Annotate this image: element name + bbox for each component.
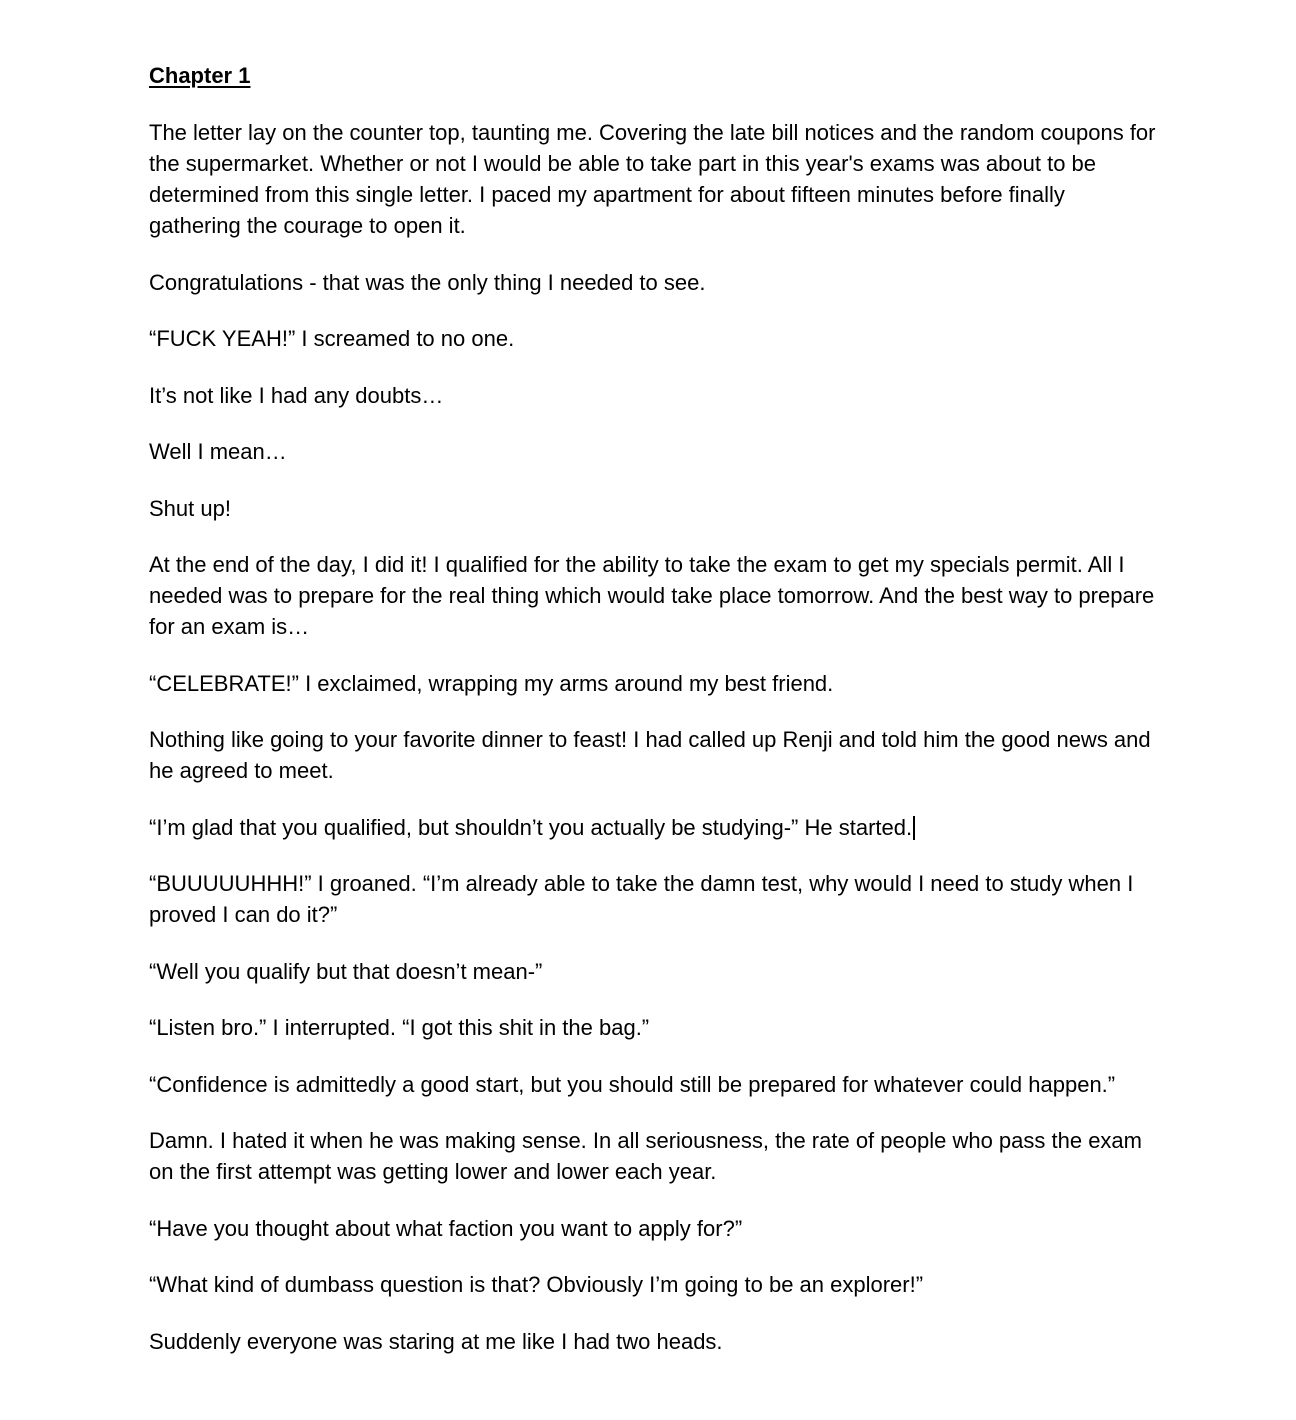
paragraph: “CELEBRATE!” I exclaimed, wrapping my arms around my best friend.	[149, 670, 834, 696]
paragraph: Damn. I hated it when he was making sense. In all seriousness, the rate of people who pass the exam on the first attempt was getting lower and lower each year.	[149, 1128, 1142, 1184]
paragraph: Suddenly everyone was staring at me like I had two heads.	[149, 1328, 723, 1354]
chapter-title: Chapter 1	[149, 63, 251, 88]
document-page	[149, 60, 1159, 1382]
paragraph: “Confidence is admittedly a good start, but you should still be prepared for whatever could happen.”	[149, 1071, 1116, 1097]
paragraph: “Well you qualify but that doesn’t mean-”	[149, 958, 543, 984]
paragraph: The letter lay on the counter top, taunting me. Covering the late bill notices and the random coupons for the supermarket. Whether or not I would be able to take part in this year's exams was about to be determined from this single letter. I paced my apartment for about fifteen minutes before finally gathering the courage to open it.	[149, 120, 1156, 238]
text-cursor	[913, 816, 915, 840]
paragraph-with-caret[interactable]	[149, 812, 1159, 843]
paragraph-text: “I’m glad that you qualified, but shouldn’t you actually be studying-” He started.	[149, 814, 913, 840]
paragraph: “Listen bro.” I interrupted. “I got this shit in the bag.”	[149, 1015, 650, 1040]
paragraph: Nothing like going to your favorite dinner to feast! I had called up Renji and told him the good news and he agreed to meet.	[149, 727, 1151, 783]
paragraph: At the end of the day, I did it! I qualified for the ability to take the exam to get my specials permit. All I needed was to prepare for the real thing which would take place tomorrow. And the best way to prepare for an exam is…	[149, 552, 1155, 639]
paragraph: Shut up!	[149, 495, 231, 521]
paragraph: Well I mean…	[149, 439, 287, 464]
paragraph: “Have you thought about what faction you want to apply for?”	[149, 1215, 743, 1241]
paragraph: “What kind of dumbass question is that? Obviously I’m going to be an explorer!”	[149, 1272, 924, 1297]
paragraph: “FUCK YEAH!” I screamed to no one.	[149, 326, 515, 351]
paragraph: “BUUUUUHHH!” I groaned. “I’m already able to take the damn test, why would I need to study when I proved I can do it?”	[149, 871, 1134, 927]
paragraph: It’s not like I had any doubts…	[149, 382, 444, 408]
paragraph: Congratulations - that was the only thing I needed to see.	[149, 269, 706, 295]
